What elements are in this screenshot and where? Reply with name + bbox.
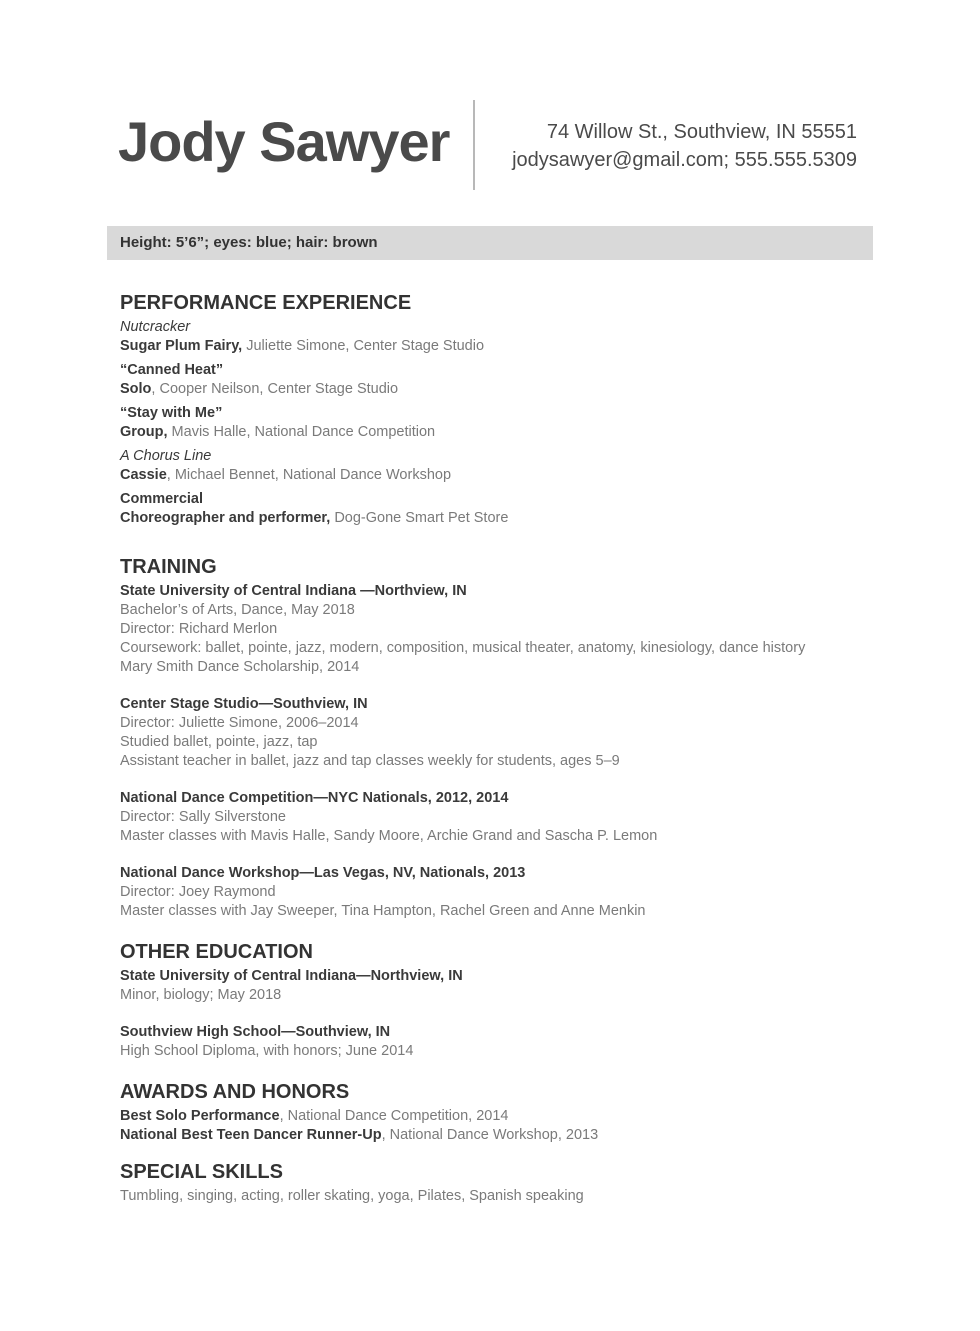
show-title: Nutcracker (120, 319, 191, 335)
resume-body (120, 290, 880, 1206)
role-line (120, 337, 880, 356)
stats-text: Height: 5’6”; eyes: blue; hair: brown (120, 234, 378, 251)
award-name: National Best Teen Dancer Runner-Up (120, 1127, 382, 1143)
training-detail: Coursework: ballet, pointe, jazz, modern, composition, musical theater, anatomy, kinesiology, dance history (120, 640, 806, 656)
performance-item (120, 404, 880, 442)
training-detail: Director: Joey Raymond (120, 884, 276, 900)
training-detail: Master classes with Jay Sweeper, Tina Hampton, Rachel Green and Anne Menkin (120, 903, 646, 919)
training-detail: Bachelor’s of Arts, Dance, May 2018 (120, 602, 355, 618)
address-line: 74 Willow St., Southview, IN 55551 (546, 121, 857, 143)
role-line (120, 380, 880, 399)
education-block (120, 1023, 880, 1061)
training-detail: Mary Smith Dance Scholarship, 2014 (120, 659, 360, 675)
training-detail: Director: Sally Silverstone (120, 809, 286, 825)
award-line (120, 1107, 880, 1126)
award-line (120, 1126, 880, 1145)
training-block (120, 864, 880, 921)
skills-list: Tumbling, singing, acting, roller skating, yoga, Pilates, Spanish speaking (120, 1188, 584, 1204)
performance-item (120, 490, 880, 528)
training-institution: Center Stage Studio—Southview, IN (120, 696, 368, 712)
role-name: Sugar Plum Fairy, (120, 338, 243, 354)
training-detail: Director: Juliette Simone, 2006–2014 (120, 715, 359, 731)
skills-section (120, 1159, 880, 1206)
role-detail: Dog-Gone Smart Pet Store (330, 510, 509, 526)
section-title-awards: AWARDS AND HONORS (120, 1081, 350, 1103)
performance-item (120, 318, 880, 356)
education-block (120, 967, 880, 1005)
training-section (120, 554, 880, 921)
role-name: Cassie (120, 467, 167, 483)
show-title: “Stay with Me” (120, 405, 223, 421)
education-institution: State University of Central Indiana—Northview, IN (120, 968, 463, 984)
training-block (120, 582, 880, 677)
show-title: “Canned Heat” (120, 362, 224, 378)
role-line (120, 423, 880, 442)
show-title: Commercial (120, 491, 204, 507)
training-block (120, 789, 880, 846)
section-title-other-education: OTHER EDUCATION (120, 941, 313, 963)
training-detail: Studied ballet, pointe, jazz, tap (120, 734, 318, 750)
other-education-section (120, 939, 880, 1061)
education-institution: Southview High School—Southview, IN (120, 1024, 391, 1040)
performance-item (120, 361, 880, 399)
training-detail: Assistant teacher in ballet, jazz and tap classes weekly for students, ages 5–9 (120, 753, 620, 769)
stats-bar (107, 226, 873, 260)
performance-section (120, 290, 880, 528)
candidate-name: Jody Sawyer (118, 110, 450, 173)
education-detail: High School Diploma, with honors; June 2014 (120, 1043, 414, 1059)
training-block (120, 695, 880, 771)
training-detail: Master classes with Mavis Halle, Sandy Moore, Archie Grand and Sascha P. Lemon (120, 828, 658, 844)
role-line (120, 509, 880, 528)
section-title-training: TRAINING (120, 556, 217, 578)
training-institution: State University of Central Indiana —Northview, IN (120, 583, 467, 599)
email-phone-line: jodysawyer@gmail.com; 555.555.5309 (512, 149, 857, 171)
show-title: A Chorus Line (120, 448, 212, 464)
performance-item (120, 447, 880, 485)
role-detail: Mavis Halle, National Dance Competition (167, 424, 436, 440)
section-title-skills: SPECIAL SKILLS (120, 1161, 283, 1183)
training-institution: National Dance Competition—NYC Nationals, 2012, 2014 (120, 790, 509, 806)
role-line (120, 466, 880, 485)
training-institution: National Dance Workshop—Las Vegas, NV, Nationals, 2013 (120, 865, 526, 881)
role-name: Choreographer and performer, (120, 510, 331, 526)
role-name: Group, (120, 424, 168, 440)
role-name: Solo (120, 381, 152, 397)
contact-info (480, 118, 857, 174)
award-detail: , National Dance Competition, 2014 (279, 1108, 509, 1124)
resume-header (0, 0, 980, 200)
awards-section (120, 1079, 880, 1145)
section-title-performance: PERFORMANCE EXPERIENCE (120, 292, 412, 314)
education-detail: Minor, biology; May 2018 (120, 987, 282, 1003)
role-detail: Juliette Simone, Center Stage Studio (242, 338, 485, 354)
header-divider (473, 100, 475, 190)
award-detail: , National Dance Workshop, 2013 (381, 1127, 599, 1143)
role-detail: , Michael Bennet, National Dance Workshop (166, 467, 452, 483)
training-detail: Director: Richard Merlon (120, 621, 278, 637)
role-detail: , Cooper Neilson, Center Stage Studio (151, 381, 399, 397)
award-name: Best Solo Performance (120, 1108, 280, 1124)
